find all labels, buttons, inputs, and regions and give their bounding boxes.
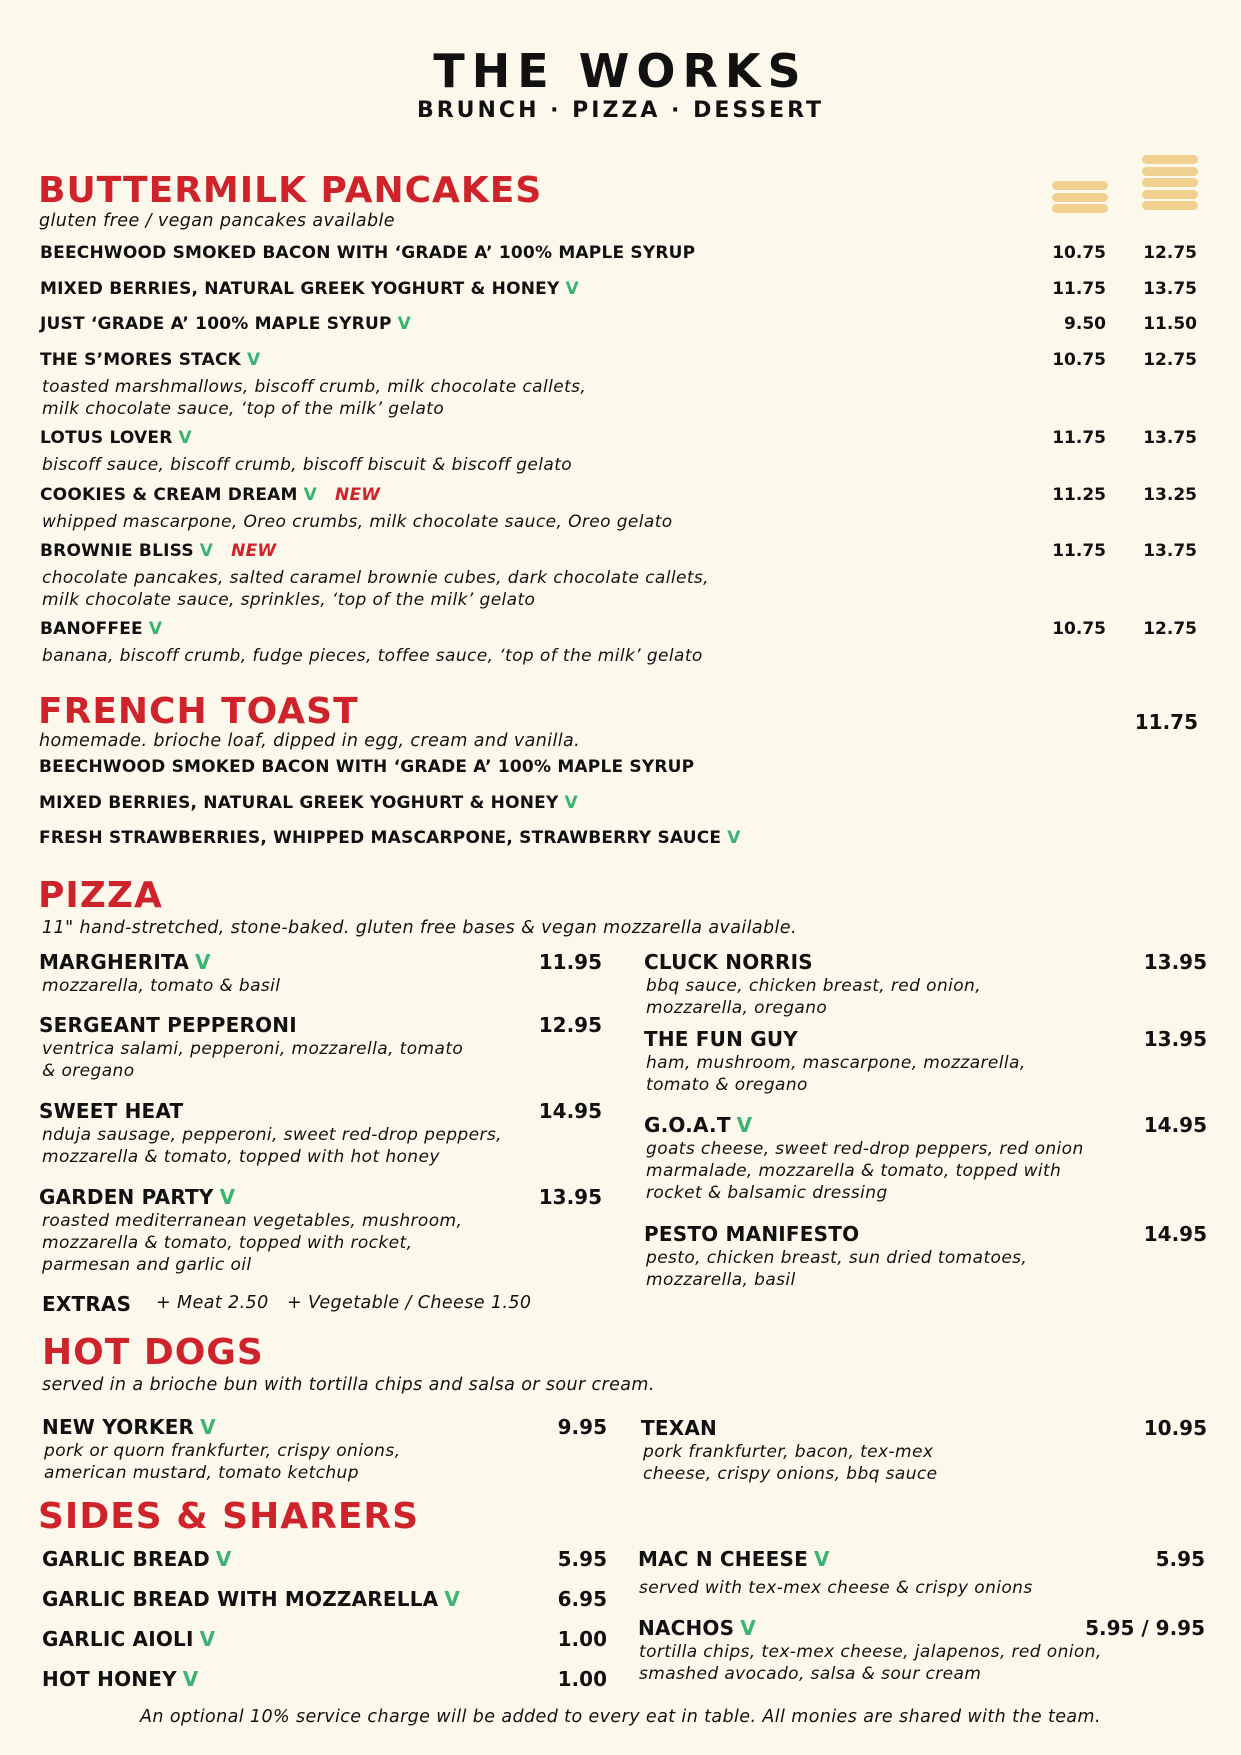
vegetarian-badge: V — [813, 1547, 830, 1571]
item-description: chocolate pancakes, salted caramel brownie cubes, dark chocolate callets, — [42, 568, 709, 588]
item-description: cheese, crispy onions, bbq sauce — [643, 1464, 938, 1484]
price-small-stack: 11.75 — [1052, 428, 1106, 448]
side-price: 5.95 / 9.95 — [1085, 1616, 1205, 1640]
item-name-line — [40, 541, 276, 561]
price-small-stack: 10.75 — [1052, 619, 1106, 639]
item-description: whipped mascarpone, Oreo crumbs, milk chocolate sauce, Oreo gelato — [42, 512, 673, 532]
item-description: american mustard, tomato ketchup — [44, 1463, 359, 1483]
item-name-line — [39, 828, 741, 848]
price-large-stack: 11.50 — [1143, 314, 1197, 334]
section-title-french-toast: FRENCH TOAST — [38, 691, 359, 732]
section-title-sides: SIDES & SHARERS — [38, 1496, 420, 1537]
item-name-line — [39, 950, 211, 974]
item-description: tortilla chips, tex-mex cheese, jalapenos, red onion, — [639, 1642, 1102, 1662]
item-description: biscoff sauce, biscoff crumb, biscoff biscuit & biscoff gelato — [42, 455, 573, 475]
vegetarian-badge: V — [178, 428, 192, 448]
item-name-line — [42, 1627, 215, 1651]
price-large-stack: 13.25 — [1143, 485, 1197, 505]
item-name-line — [39, 1099, 183, 1123]
price-small-stack: 10.75 — [1052, 243, 1106, 263]
price-small-stack: 11.25 — [1052, 485, 1106, 505]
vegetarian-badge: V — [215, 1547, 232, 1571]
section-title-pancakes: BUTTERMILK PANCAKES — [38, 170, 543, 211]
item-name-line — [644, 1113, 752, 1137]
pizza-price: 14.95 — [1143, 1222, 1207, 1246]
item-name: CLUCK NORRIS — [644, 950, 813, 974]
item-name: MIXED BERRIES, NATURAL GREEK YOGHURT & HONEY — [40, 279, 560, 299]
pancakes-note: gluten free / vegan pancakes available — [39, 211, 395, 231]
price-large-stack: 12.75 — [1143, 619, 1197, 639]
item-description: mozzarella, basil — [646, 1270, 796, 1290]
item-name: NEW YORKER — [42, 1415, 195, 1439]
item-description: banana, biscoff crumb, fudge pieces, toffee sauce, ‘top of the milk’ gelato — [42, 646, 703, 666]
item-description: & oregano — [42, 1061, 135, 1081]
vegetarian-badge: V — [199, 1627, 216, 1651]
pizza-price: 14.95 — [538, 1099, 602, 1123]
item-name: TEXAN — [641, 1416, 717, 1440]
price-large-stack: 13.75 — [1143, 428, 1197, 448]
item-name: BEECHWOOD SMOKED BACON WITH ‘GRADE A’ 100% MAPLE SYRUP — [40, 243, 696, 263]
service-charge-note: An optional 10% service charge will be added to every eat in table. All monies are shared with the team. — [140, 1707, 1101, 1727]
item-description: marmalade, mozzarella & tomato, topped with — [646, 1161, 1062, 1181]
item-name: NACHOS — [638, 1616, 735, 1640]
price-large-stack: 13.75 — [1143, 541, 1197, 561]
menu-subtitle: BRUNCH · PIZZA · DESSERT — [416, 98, 825, 123]
item-description: served with tex-mex cheese & crispy onions — [639, 1578, 1033, 1598]
item-description: toasted marshmallows, biscoff crumb, milk chocolate callets, — [42, 377, 587, 397]
pizza-note: 11" hand-stretched, stone-baked. gluten free bases & vegan mozzarella available. — [42, 918, 797, 938]
item-name-line — [644, 1222, 859, 1246]
item-name-line — [39, 1185, 235, 1209]
vegetarian-badge: V — [444, 1587, 461, 1611]
vegetarian-badge: V — [200, 1415, 216, 1439]
item-description: pork or quorn frankfurter, crispy onions, — [44, 1441, 401, 1461]
item-name-line — [40, 428, 192, 448]
hot-dogs-note: served in a brioche bun with tortilla chips and salsa or sour cream. — [42, 1375, 655, 1395]
item-name-line — [638, 1547, 830, 1571]
vegetarian-badge: V — [195, 950, 211, 974]
item-name-line — [644, 1027, 798, 1051]
item-name-line — [40, 485, 380, 505]
new-badge: NEW — [335, 485, 381, 505]
item-name: LOTUS LOVER — [40, 428, 173, 448]
vegetarian-badge: V — [303, 485, 318, 505]
item-name-line — [641, 1416, 717, 1440]
item-description: bbq sauce, chicken breast, red onion, — [646, 976, 982, 996]
pizza-price: 11.95 — [538, 950, 602, 974]
item-name: SWEET HEAT — [39, 1099, 184, 1123]
menu-title: THE WORKS — [433, 44, 808, 98]
item-name-line — [39, 793, 578, 813]
price-small-stack: 10.75 — [1052, 350, 1106, 370]
vegetarian-badge: V — [565, 279, 579, 299]
side-price: 6.95 — [557, 1587, 607, 1611]
item-description: mozzarella & tomato, topped with hot honey — [42, 1147, 440, 1167]
new-badge: NEW — [231, 541, 277, 561]
vegetarian-badge: V — [740, 1616, 756, 1640]
extras-vegetable-cheese: + Vegetable / Cheese 1.50 — [287, 1293, 532, 1313]
side-price: 5.95 — [1155, 1547, 1205, 1571]
item-name: GARLIC BREAD WITH MOZZARELLA — [42, 1587, 439, 1611]
price-small-stack: 9.50 — [1064, 314, 1106, 334]
vegetarian-badge: V — [564, 793, 578, 813]
item-name: BROWNIE BLISS — [40, 541, 194, 561]
item-name: THE S’MORES STACK — [40, 350, 242, 370]
price-large-stack: 12.75 — [1143, 350, 1197, 370]
item-name: MAC N CHEESE — [638, 1547, 808, 1571]
side-price: 1.00 — [557, 1667, 607, 1691]
item-name: MARGHERITA — [39, 950, 190, 974]
item-name: GARLIC BREAD — [42, 1547, 210, 1571]
item-description: mozzarella, tomato & basil — [42, 976, 281, 996]
hot-dog-price: 10.95 — [1143, 1416, 1207, 1440]
item-description: ham, mushroom, mascarpone, mozzarella, — [646, 1053, 1026, 1073]
extras-label: EXTRAS — [42, 1292, 132, 1316]
pizza-price: 14.95 — [1143, 1113, 1207, 1137]
item-name: GARDEN PARTY — [39, 1185, 214, 1209]
item-description: smashed avocado, salsa & sour cream — [639, 1664, 982, 1684]
price-large-stack: 12.75 — [1143, 243, 1197, 263]
pizza-price: 12.95 — [538, 1013, 602, 1037]
item-name-line — [644, 950, 813, 974]
item-name: BEECHWOOD SMOKED BACON WITH ‘GRADE A’ 100% MAPLE SYRUP — [39, 757, 695, 777]
item-name-line — [40, 279, 579, 299]
item-description: milk chocolate sauce, ‘top of the milk’ gelato — [42, 399, 445, 419]
vegetarian-badge: V — [182, 1667, 199, 1691]
pizza-price: 13.95 — [1143, 950, 1207, 974]
side-price: 5.95 — [557, 1547, 607, 1571]
item-description: pork frankfurter, bacon, tex-mex — [643, 1442, 934, 1462]
pizza-price: 13.95 — [1143, 1027, 1207, 1051]
item-name-line — [39, 757, 694, 777]
price-small-stack: 11.75 — [1052, 541, 1106, 561]
hot-dog-price: 9.95 — [557, 1415, 607, 1439]
price-large-stack: 13.75 — [1143, 279, 1197, 299]
item-description: pesto, chicken breast, sun dried tomatoes, — [646, 1248, 1028, 1268]
item-name: JUST ‘GRADE A’ 100% MAPLE SYRUP — [40, 314, 392, 334]
item-name-line — [42, 1415, 216, 1439]
vegetarian-badge: V — [247, 350, 261, 370]
item-name-line — [40, 243, 695, 263]
french-toast-note: homemade. brioche loaf, dipped in egg, cream and vanilla. — [39, 731, 581, 751]
item-name-line — [638, 1616, 756, 1640]
item-name-line — [40, 350, 260, 370]
item-description: parmesan and garlic oil — [42, 1255, 252, 1275]
vegetarian-badge: V — [219, 1185, 236, 1209]
item-name: G.O.A.T — [644, 1113, 731, 1137]
vegetarian-badge: V — [736, 1113, 753, 1137]
price-small-stack: 11.75 — [1052, 279, 1106, 299]
item-description: nduja sausage, pepperoni, sweet red-drop peppers, — [42, 1125, 502, 1145]
item-name-line — [42, 1667, 198, 1691]
item-name: THE FUN GUY — [644, 1027, 798, 1051]
item-name: SERGEANT PEPPERONI — [39, 1013, 297, 1037]
item-name: MIXED BERRIES, NATURAL GREEK YOGHURT & HONEY — [39, 793, 559, 813]
vegetarian-badge: V — [199, 541, 214, 561]
large-stack-icon — [1142, 155, 1198, 213]
item-name-line — [42, 1547, 232, 1571]
item-name-line — [40, 619, 162, 639]
item-name-line — [42, 1587, 460, 1611]
item-description: goats cheese, sweet red-drop peppers, red onion — [646, 1139, 1084, 1159]
item-name-line — [40, 314, 411, 334]
item-description: roasted mediterranean vegetables, mushroom, — [42, 1211, 463, 1231]
item-name: FRESH STRAWBERRIES, WHIPPED MASCARPONE, STRAWBERRY SAUCE — [39, 828, 722, 848]
item-description: ventrica salami, pepperoni, mozzarella, tomato — [42, 1039, 464, 1059]
extras-meat: + Meat 2.50 — [156, 1293, 269, 1313]
section-title-pizza: PIZZA — [38, 875, 163, 916]
side-price: 1.00 — [557, 1627, 607, 1651]
item-description: milk chocolate sauce, sprinkles, ‘top of the milk’ gelato — [42, 590, 536, 610]
section-title-hot-dogs: HOT DOGS — [42, 1332, 264, 1373]
item-description: mozzarella, oregano — [646, 998, 828, 1018]
item-name: COOKIES & CREAM DREAM — [40, 485, 298, 505]
item-name-line — [39, 1013, 297, 1037]
item-name: GARLIC AIOLI — [42, 1627, 194, 1651]
item-name: HOT HONEY — [42, 1667, 177, 1691]
french-toast-price: 11.75 — [1134, 710, 1198, 734]
pizza-price: 13.95 — [538, 1185, 602, 1209]
vegetarian-badge: V — [397, 314, 411, 334]
item-name: PESTO MANIFESTO — [644, 1222, 860, 1246]
item-name: BANOFFEE — [40, 619, 143, 639]
item-description: rocket & balsamic dressing — [646, 1183, 888, 1203]
item-description: mozzarella & tomato, topped with rocket, — [42, 1233, 413, 1253]
vegetarian-badge: V — [727, 828, 741, 848]
vegetarian-badge: V — [148, 619, 163, 639]
item-description: tomato & oregano — [646, 1075, 808, 1095]
small-stack-icon — [1052, 181, 1108, 216]
